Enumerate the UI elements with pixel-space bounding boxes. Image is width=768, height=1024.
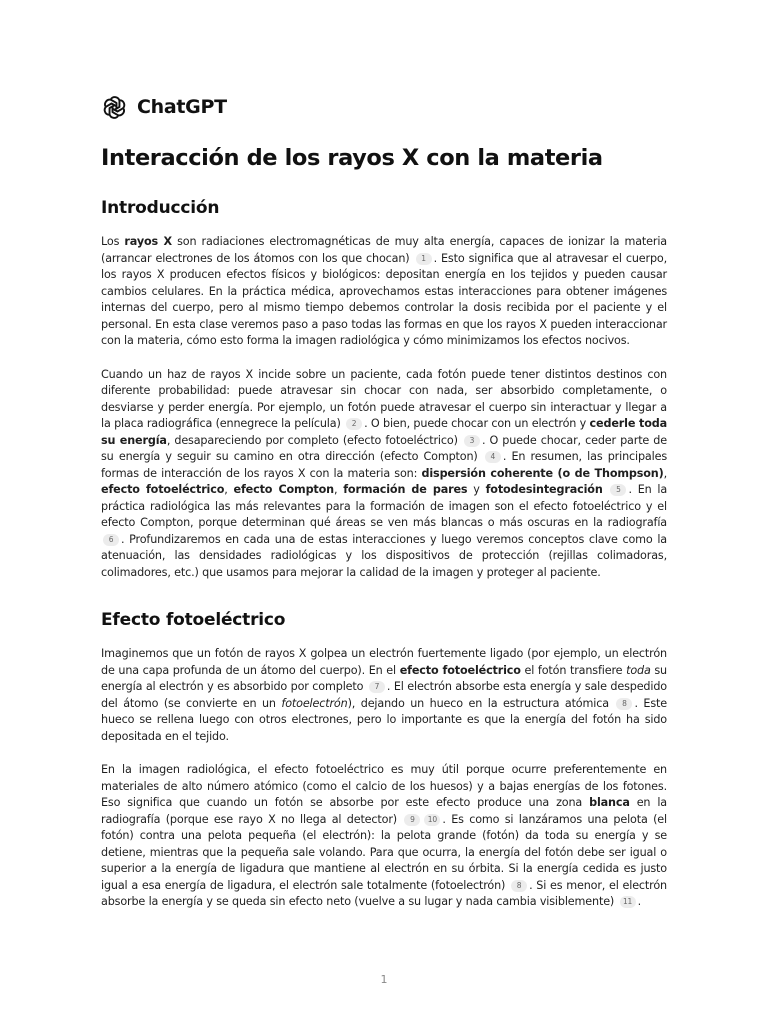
paragraph: Imaginemos que un fotón de rayos X golpea un electrón fuertemente ligado (por ejemplo, un electrón de una capa profunda de un átomo del cuerpo). En el efecto fotoeléctrico el fotón transfiere toda su energía al electrón y es absorbido por completo 7 . El electrón absorbe esta energía y sale despedido del átomo (se convierte en un fotoelectrón), dejando un hueco en la estructura atómica 8 . Este hueco se rellena luego con otros electrones, pero lo importante es que la energía del fotón ha sido depositada en el tejido. <box>101 647 667 743</box>
italic-text: toda <box>626 663 651 677</box>
citation-badge[interactable]: 11 <box>620 896 636 908</box>
bold-text: formación de pares <box>343 483 468 496</box>
bold-text: fotodesintegración <box>485 483 603 496</box>
section-heading-introduccion: Introducción <box>101 198 220 218</box>
citation-badge[interactable]: 7 <box>369 681 385 693</box>
brand-name: ChatGPT <box>137 96 227 118</box>
citation-badge[interactable]: 10 <box>424 814 440 826</box>
section-heading-efecto-fotoelectrico: Efecto fotoeléctrico <box>101 610 286 630</box>
paragraph: Los rayos X son radiaciones electromagnéticas de muy alta energía, capaces de ionizar la materia (arrancar electrones de los átomos con los que chocan) 1 . Esto significa que al atravesar el cuerpo, los rayos X producen efectos físicos y biológicos: depositan energía en los tejidos y pueden causar cambios celulares. En la práctica médica, aprovechamos estas interacciones para obtener imágenes internas del cuerpo, pero al mismo tiempo debemos controlar la dosis recibida por el paciente y el personal. En esta clase veremos paso a paso todas las formas en que los rayos X pueden interaccionar con la materia, cómo esto forma la imagen radiológica y cómo minimizamos los efectos nocivos. <box>101 235 668 347</box>
italic-text: fotoelectrón <box>281 696 348 710</box>
bold-text: cederle toda su energía <box>101 417 668 447</box>
bold-text: efecto fotoeléctrico <box>399 663 521 677</box>
citation-badge[interactable]: 5 <box>610 484 626 496</box>
bold-text: dispersión coherente (o de Thompson) <box>421 466 664 480</box>
citation-badge[interactable]: 8 <box>616 698 632 710</box>
citation-badge[interactable]: 8 <box>511 880 527 892</box>
page-title: Interacción de los rayos X con la materia <box>101 145 603 171</box>
citation-badge[interactable]: 4 <box>485 451 501 463</box>
bold-text: efecto fotoeléctrico <box>101 483 225 496</box>
document-page <box>101 92 667 928</box>
citation-badge[interactable]: 1 <box>416 253 432 265</box>
openai-logo-icon <box>101 94 128 121</box>
bold-text: efecto Compton <box>233 483 334 496</box>
brand-header <box>101 92 667 122</box>
citation-badge[interactable]: 9 <box>404 814 420 826</box>
citation-badge[interactable]: 3 <box>464 435 480 447</box>
bold-text: blanca <box>589 796 630 809</box>
citation-badge[interactable]: 2 <box>346 418 362 430</box>
page-number: 1 <box>380 973 388 986</box>
paragraph: Cuando un haz de rayos X incide sobre un paciente, cada fotón puede tener distintos destinos con diferente probabilidad: puede atravesar sin chocar con nada, ser absorbido completamente, o desviarse y perder energía. Por ejemplo, un fotón puede atravesar el cuerpo sin interactuar y llegar a la placa radiográfica (ennegrece la película) 2 . O bien, puede chocar con un electrón y cederle toda su energía, desapareciendo por completo (efecto fotoeléctrico) 3 . O puede chocar, ceder parte de su energía y seguir su camino en otra dirección (efecto Compton) 4 . En resumen, las principales formas de interacción de los rayos X con la materia son: dispersión coherente (o de Thompson), efecto fotoeléctrico, efecto Compton, formación de pares y fotodesintegración 5 . En la práctica radiológica las más relevantes para la formación de imagen son el efecto fotoeléctrico y el efecto Compton, porque determinan qué áreas se ven más blancas o más oscuras en la radiografía 6 . Profundizaremos en cada una de estas interacciones y luego veremos conceptos clave como la atenuación, las densidades radiológicas y los dispositivos de protección (rejillas colimadoras, colimadores, etc.) que usamos para mejorar la calidad de la imagen y proteger al paciente. <box>101 367 668 579</box>
citation-badge[interactable]: 6 <box>103 534 119 546</box>
paragraph: En la imagen radiológica, el efecto fotoeléctrico es muy útil porque ocurre preferentemente en materiales de alto número atómico (como el calcio de los huesos) y a bajas energías de los fotones. Eso significa que cuando un fotón se absorbe por este efecto produce una zona blanca en la radiografía (porque ese rayo X no llega al detector) 9 10 . Es como si lanzáramos una pelota (el fotón) contra una pelota pequeña (el electrón): la pelota grande (fotón) da toda su energía y se detiene, mientras que la pequeña sale volando. Para que ocurra, la energía del fotón debe ser igual o superior a la energía de ligadura que mantiene al electrón en su órbita. Si la energía cedida es justo igual a esa energía de ligadura, el electrón sale totalmente (fotoelectrón) 8 . Si es menor, el electrón absorbe la energía y se queda sin efecto neto (vuelve a su lugar y nada cambia visiblemente) 11 . <box>101 763 668 908</box>
bold-text: rayos X <box>124 235 172 248</box>
